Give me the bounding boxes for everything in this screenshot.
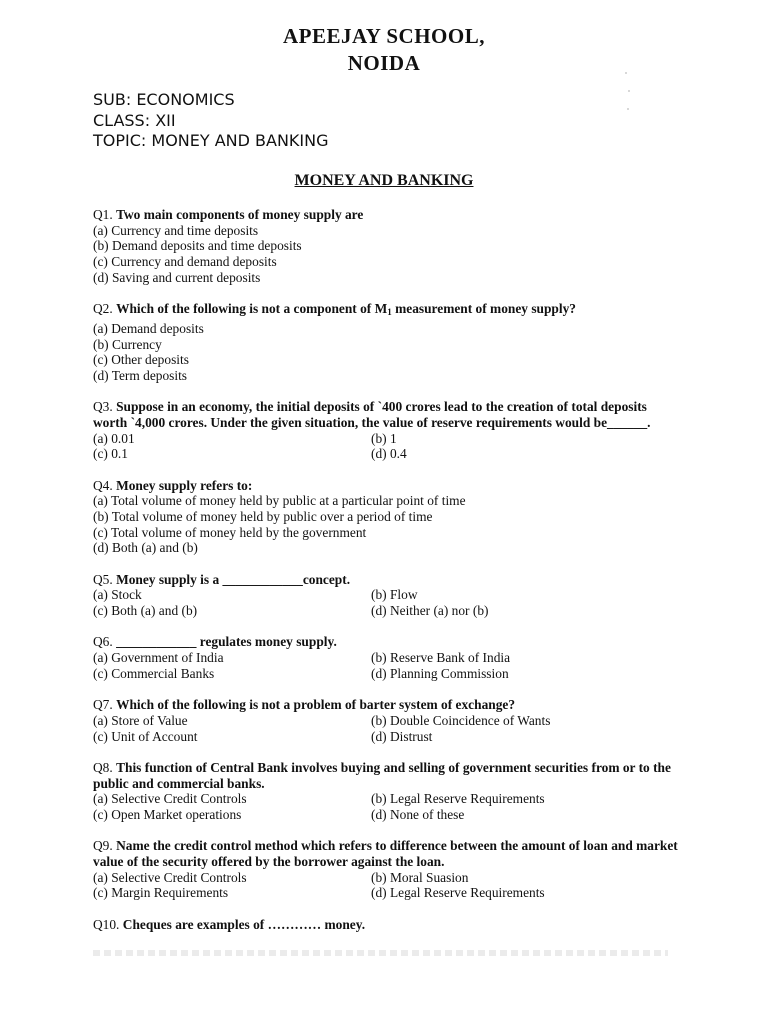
question-number: Q3. — [93, 399, 113, 415]
question-6 — [93, 634, 683, 681]
option-c: (c) Margin Requirements — [93, 885, 229, 901]
option-grid — [93, 791, 683, 822]
option-grid — [93, 431, 683, 462]
option-d: (d) 0.4 — [371, 446, 407, 462]
question-number: Q5. — [93, 571, 113, 587]
option-c: (c) Currency and demand deposits — [93, 254, 277, 270]
option-b: (b) Demand deposits and time deposits — [93, 238, 302, 254]
question-1 — [93, 207, 683, 286]
school-name: APEEJAY SCHOOL, — [283, 24, 485, 48]
question-7 — [93, 697, 683, 744]
option-b: (b) Legal Reserve Requirements — [371, 791, 545, 807]
option-a: (a) Selective Credit Controls — [93, 791, 247, 807]
school-city: NOIDA — [347, 51, 421, 75]
page-cutoff-line — [93, 950, 668, 956]
option-grid — [93, 650, 683, 681]
option-b: (b) 1 — [371, 430, 397, 446]
topic-line: TOPIC: MONEY AND BANKING — [93, 131, 329, 150]
option-a: (a) Total volume of money held by public at a particular point of time — [93, 493, 466, 509]
question-8 — [93, 760, 683, 823]
question-text: Two main components of money supply are — [116, 207, 364, 222]
question-5 — [93, 572, 683, 619]
class-line: CLASS: XII — [93, 110, 176, 130]
question-number: Q8. — [93, 759, 113, 775]
question-4 — [93, 478, 683, 557]
option-b: (b) Currency — [93, 336, 162, 352]
option-grid — [93, 587, 683, 618]
question-text: This function of Central Bank involves buying and selling of government securities from or to the public and commercial banks. — [93, 759, 671, 791]
option-d: (d) None of these — [371, 806, 465, 822]
option-b: (b) Total volume of money held by public over a period of time — [93, 509, 433, 525]
question-10 — [93, 917, 683, 933]
option-c: (c) 0.1 — [93, 446, 128, 462]
question-number: Q9. — [93, 838, 113, 854]
question-9 — [93, 838, 683, 901]
question-2 — [93, 301, 683, 384]
option-c: (c) Other deposits — [93, 352, 189, 368]
option-d: (d) Planning Commission — [371, 665, 509, 681]
question-number: Q7. — [93, 697, 113, 713]
question-number: Q6. — [93, 634, 113, 650]
question-number: Q1. — [93, 207, 113, 222]
question-number: Q2. — [93, 301, 113, 317]
option-c: (c) Total volume of money held by the government — [93, 524, 367, 540]
question-text: Money supply is a ____________concept. — [116, 571, 351, 587]
option-c: (c) Both (a) and (b) — [93, 603, 198, 619]
question-list — [93, 207, 683, 948]
option-b: (b) Reserve Bank of India — [371, 650, 511, 666]
option-d: (d) Term deposits — [93, 367, 188, 383]
option-c: (c) Commercial Banks — [93, 665, 215, 681]
option-d: (d) Both (a) and (b) — [93, 540, 198, 556]
question-text: ____________ regulates money supply. — [116, 634, 337, 650]
option-a: (a) Stock — [93, 587, 142, 603]
option-d: (d) Distrust — [371, 728, 433, 744]
option-d: (d) Legal Reserve Requirements — [371, 885, 545, 901]
option-a: (a) Demand deposits — [93, 320, 204, 336]
option-b: (b) Moral Suasion — [371, 869, 469, 885]
scan-speck-marks — [622, 70, 672, 118]
subject-line: SUB: ECONOMICS — [93, 90, 235, 109]
option-a: (a) Currency and time deposits — [93, 222, 259, 238]
question-number: Q4. — [93, 477, 113, 493]
option-a: (a) 0.01 — [93, 430, 135, 446]
question-text: Which of the following is not a component of $M_1$ measurement of money supply? — [116, 301, 576, 318]
question-3 — [93, 399, 683, 462]
option-b: (b) Flow — [371, 587, 418, 603]
option-a: (a) Government of India — [93, 650, 224, 666]
question-text: Which of the following is not a problem of barter system of exchange? — [116, 697, 516, 713]
worksheet-meta — [93, 90, 329, 152]
worksheet-heading: MONEY AND BANKING — [294, 172, 474, 189]
option-c: (c) Unit of Account — [93, 728, 198, 744]
question-text: Suppose in an economy, the initial deposits of `400 crores lead to the creation of total deposits worth `4,000 crores. Under the given situation, the value of reserve requirements would be______. — [93, 399, 651, 430]
question-text: Name the credit control method which refers to difference between the amount of loan and market value of the security offered by the borrower against the loan. — [93, 838, 678, 869]
question-text: Cheques are examples of ………… money. — [122, 916, 366, 932]
option-grid — [93, 870, 683, 901]
option-c: (c) Open Market operations — [93, 806, 242, 822]
subscript: 1 — [387, 307, 392, 318]
option-a: (a) Selective Credit Controls — [93, 869, 247, 885]
option-d: (d) Saving and current deposits — [93, 269, 261, 285]
question-text: Money supply refers to: — [116, 477, 253, 493]
question-number: Q10. — [93, 916, 120, 932]
option-a: (a) Store of Value — [93, 712, 188, 728]
option-b: (b) Double Coincidence of Wants — [371, 712, 551, 728]
option-grid — [93, 713, 683, 744]
option-d: (d) Neither (a) nor (b) — [371, 603, 489, 619]
